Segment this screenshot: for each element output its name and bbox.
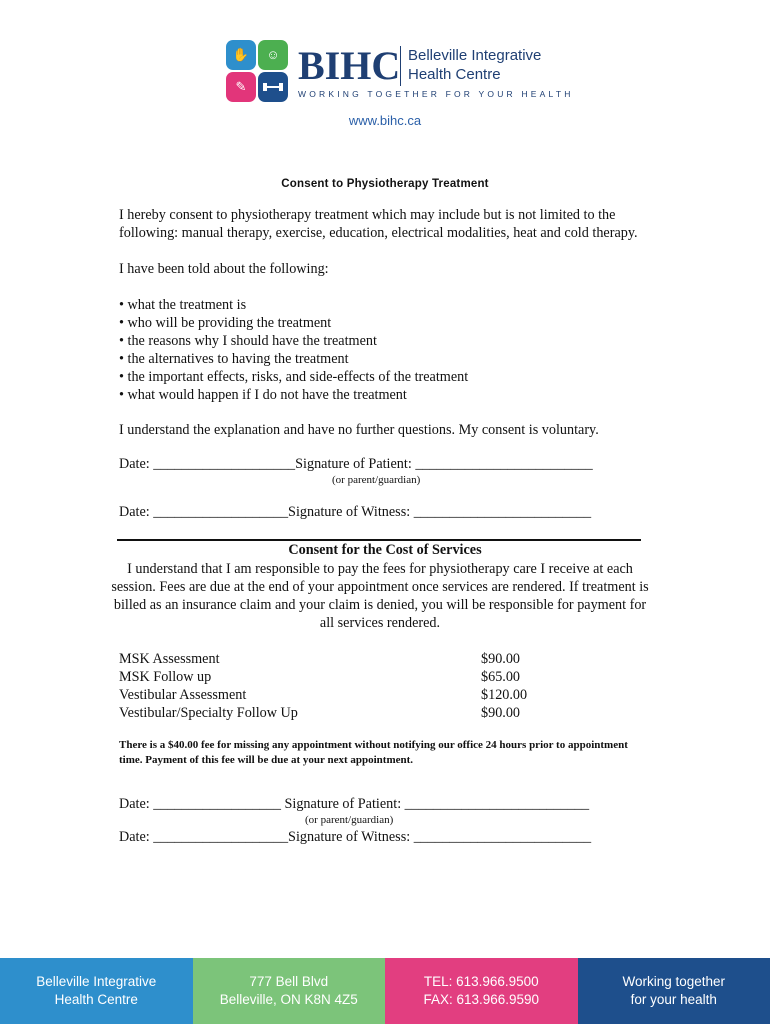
footer-fax: FAX: 613.966.9590 (423, 992, 540, 1007)
treatment-bullet-list (119, 296, 649, 404)
fee-price: $90.00 (481, 705, 521, 721)
logo-clinic-name (408, 46, 541, 84)
parent-guardian-note-2: (or parent/guardian) (305, 814, 394, 826)
witness-signature-line-2[interactable]: Date: ___________________Signature of Witness: _________________________ (119, 829, 592, 845)
voluntary-statement: I understand the explanation and have no further questions. My consent is voluntary. (119, 422, 599, 438)
fee-service: MSK Follow up (119, 669, 212, 685)
footer-slogan (578, 958, 770, 1024)
logo-name-line2: Health Centre (408, 66, 501, 83)
fee-service: Vestibular/Specialty Follow Up (119, 705, 298, 721)
fee-row (119, 686, 539, 704)
footer-text: for your health (630, 992, 717, 1007)
consent-treatment-title: Consent to Physiotherapy Treatment (281, 178, 489, 190)
bihc-logo (226, 40, 574, 106)
footer-text: Working together (622, 974, 726, 989)
logo-puzzle-mark (226, 40, 288, 102)
patient-signature-line-1[interactable]: Date: ____________________Signature of Patient: _________________________ (119, 456, 593, 472)
fee-list (119, 650, 539, 722)
logo-wordmark: BIHC (298, 43, 401, 88)
fee-row (119, 704, 539, 722)
footer-bar (0, 958, 770, 1024)
fee-service: Vestibular Assessment (119, 687, 247, 703)
hands-icon: ✋ (226, 40, 256, 70)
website-link[interactable]: www.bihc.ca (348, 113, 422, 128)
fee-row (119, 650, 539, 668)
consent-cost-title: Consent for the Cost of Services (288, 542, 482, 558)
list-item: • what the treatment is (119, 297, 247, 313)
list-item: • the alternatives to having the treatment (119, 351, 349, 367)
footer-phone-fax (385, 958, 578, 1024)
missed-appointment-notice: There is a $40.00 fee for missing any appointment without notifying our office 24 hours prior to appointment time. Payment of this fee will be due at your next appointment. (119, 739, 628, 766)
acupuncture-icon: ✎ (226, 72, 256, 102)
puzzle-person-icon: ☺ (258, 40, 288, 70)
logo-tagline: WORKING TOGETHER FOR YOUR HEALTH (298, 89, 574, 99)
footer-clinic-name (0, 958, 193, 1024)
told-about-line: I have been told about the following: (119, 261, 329, 277)
list-item: • the important effects, risks, and side-effects of the treatment (119, 369, 469, 385)
logo-name-line1: Belleville Integrative (408, 47, 542, 64)
cost-paragraph: I understand that I am responsible to pay the fees for physiotherapy care I receive at each session. Fees are due at the end of your appointment once services are rendered. If treatment is billed as an insurance claim and your claim is denied, you will be responsible for payment for all services rendered. (111, 561, 649, 631)
footer-text: 777 Bell Blvd (249, 974, 329, 989)
consent-intro-paragraph: I hereby consent to physiotherapy treatment which may include but is not limited to the following: manual therapy, exercise, education, electrical modalities, heat and cold therapy. (119, 207, 638, 241)
logo-divider (400, 46, 401, 86)
fee-price: $65.00 (481, 669, 521, 685)
fee-price: $90.00 (481, 651, 521, 667)
fee-service: MSK Assessment (119, 651, 220, 667)
dumbbell-icon (258, 72, 288, 102)
witness-signature-line-1[interactable]: Date: ___________________Signature of Witness: _________________________ (119, 504, 592, 520)
fee-row (119, 668, 539, 686)
footer-text: Belleville Integrative (36, 974, 157, 989)
patient-signature-line-2[interactable]: Date: __________________ Signature of Patient: __________________________ (119, 796, 590, 812)
list-item: • who will be providing the treatment (119, 315, 332, 331)
list-item: • the reasons why I should have the treatment (119, 333, 377, 349)
list-item: • what would happen if I do not have the treatment (119, 387, 407, 403)
section-divider (117, 539, 641, 541)
footer-phone[interactable]: TEL: 613.966.9500 (423, 974, 539, 989)
footer-address (193, 958, 386, 1024)
footer-text: Belleville, ON K8N 4Z5 (219, 992, 358, 1007)
footer-text: Health Centre (54, 992, 138, 1007)
parent-guardian-note-1: (or parent/guardian) (332, 474, 421, 486)
fee-price: $120.00 (481, 687, 528, 703)
